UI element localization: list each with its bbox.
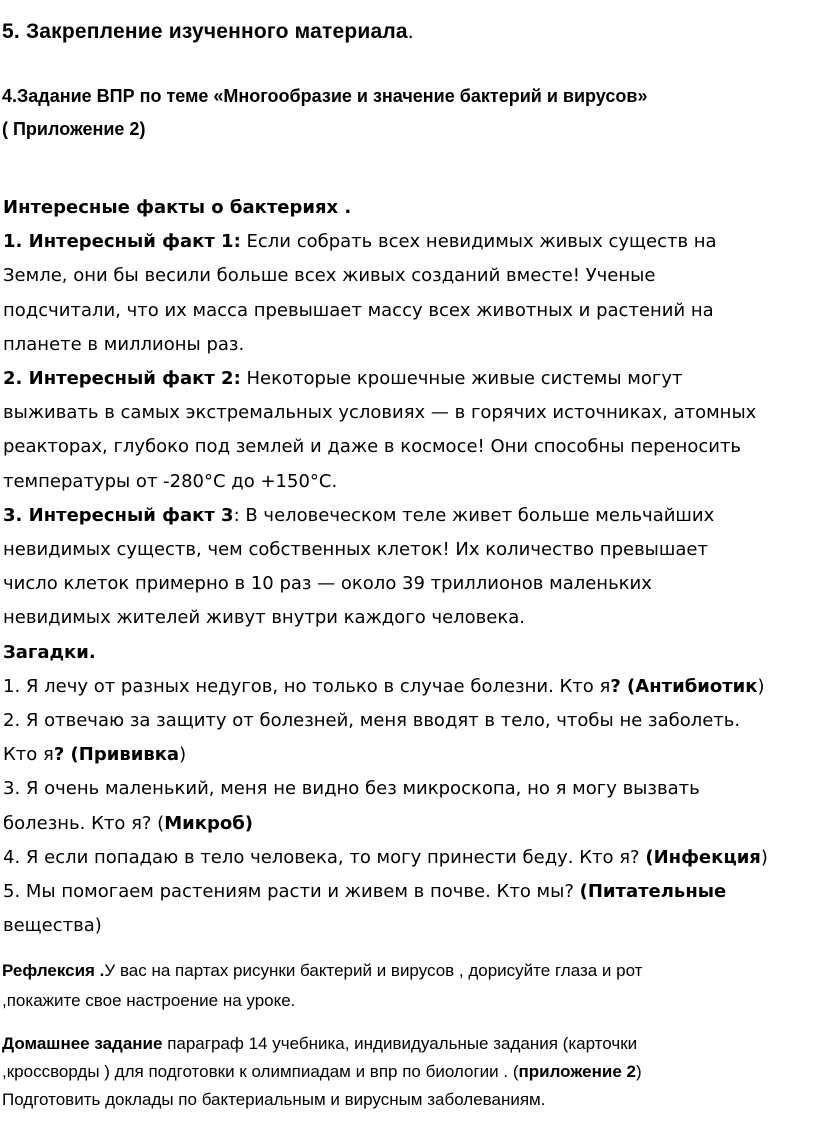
fact-3-line-4: невидимых жителей живут внутри каждого человека. <box>3 607 525 629</box>
fact-1-line-2: Земле, они бы весили больше всех живых созданий вместе! Ученые <box>3 265 656 287</box>
fact-2-label: 2. Интересный факт 2: <box>3 368 241 390</box>
fact-1-line-4: планете в миллионы раз. <box>3 333 245 355</box>
section-heading <box>2 20 414 44</box>
task-heading-line-2: ( Приложение 2) <box>2 119 146 139</box>
riddle-4-answer: (Инфекция <box>645 846 761 868</box>
riddles-title: Загадки. <box>3 641 96 663</box>
task-heading <box>2 80 647 146</box>
reflection-label: Рефлексия . <box>2 961 105 980</box>
reflection-block <box>2 956 642 1016</box>
riddle-3-line-2: болезнь. Кто я? (Микроб) <box>3 812 254 834</box>
homework-label: Домашнее задание <box>2 1034 163 1053</box>
riddle-5-line-1: 5. Мы помогаем растениям расти и живем в почве. Кто мы? (Питательные <box>3 881 727 903</box>
fact-2-line-4: температуры от -280°C до +150°C. <box>3 470 338 492</box>
riddle-3-line-1: 3. Я очень маленький, меня не видно без микроскопа, но я могу вызвать <box>3 778 700 800</box>
fact-3-line-1: 3. Интересный факт 3: В человеческом теле живет больше мельчайших <box>3 504 715 526</box>
riddle-1: 1. Я лечу от разных недугов, но только в случае болезни. Кто я? (Антибиотик) <box>3 675 765 697</box>
fact-3-label: 3. Интересный факт 3 <box>3 504 234 526</box>
homework-line-2: ,кроссворды ) для подготовки к олимпиадам и впр по биологии . (приложение 2) <box>2 1062 642 1081</box>
riddle-2-line-1: 2. Я отвечаю за защиту от болезней, меня вводят в тело, чтобы не заболеть. <box>3 710 741 732</box>
riddle-5-line-2: вещества) <box>3 915 102 937</box>
riddle-5-answer: (Питательные <box>579 881 727 903</box>
homework-block <box>2 1030 642 1114</box>
riddle-2-line-2: Кто я? (Прививка) <box>3 744 187 766</box>
fact-3-line-3: число клеток примерно в 10 раз — около 39 триллионов маленьких <box>3 573 652 595</box>
riddle-3-answer: Микроб) <box>164 812 254 834</box>
reflection-line-1: Рефлексия .У вас на партах рисунки бактерий и вирусов , дорисуйте глаза и рот <box>2 961 643 980</box>
fact-2-line-3: реакторах, глубоко под землей и даже в космосе! Они способны переносить <box>3 436 742 458</box>
homework-appendix: приложение 2 <box>518 1062 636 1081</box>
task-heading-line-1: 4.Задание ВПР по теме «Многообразие и значение бактерий и вирусов» <box>2 86 648 106</box>
riddle-1-answer: ? (Антибиотик <box>610 675 758 697</box>
facts-title: Интересные факты о бактериях . <box>3 197 352 218</box>
riddle-2-answer: ? (Прививка <box>53 744 180 766</box>
fact-1-label: 1. Интересный факт 1: <box>3 231 241 253</box>
homework-line-3: Подготовить доклады по бактериальным и вирусным заболеваниям. <box>2 1090 546 1109</box>
fact-1-line-3: подсчитали, что их масса превышает массу всех животных и растений на <box>3 299 714 321</box>
fact-1-line-1: 1. Интересный факт 1: Если собрать всех невидимых живых существ на <box>3 231 717 253</box>
section-heading-dot: . <box>407 20 414 43</box>
main-content <box>3 191 815 943</box>
section-heading-text: 5. Закрепление изученного материала <box>2 20 408 43</box>
reflection-line-2: ,покажите свое настроение на уроке. <box>2 991 296 1010</box>
fact-2-line-1: 2. Интересный факт 2: Некоторые крошечные живые системы могут <box>3 368 683 390</box>
fact-3-line-2: невидимых существ, чем собственных клеток! Их количество превышает <box>3 539 708 561</box>
homework-line-1: Домашнее задание параграф 14 учебника, индивидуальные задания (карточки <box>2 1034 638 1053</box>
fact-2-line-2: выживать в самых экстремальных условиях — в горячих источниках, атомных <box>3 402 757 424</box>
riddle-4: 4. Я если попадаю в тело человека, то могу принести беду. Кто я? (Инфекция) <box>3 846 768 868</box>
